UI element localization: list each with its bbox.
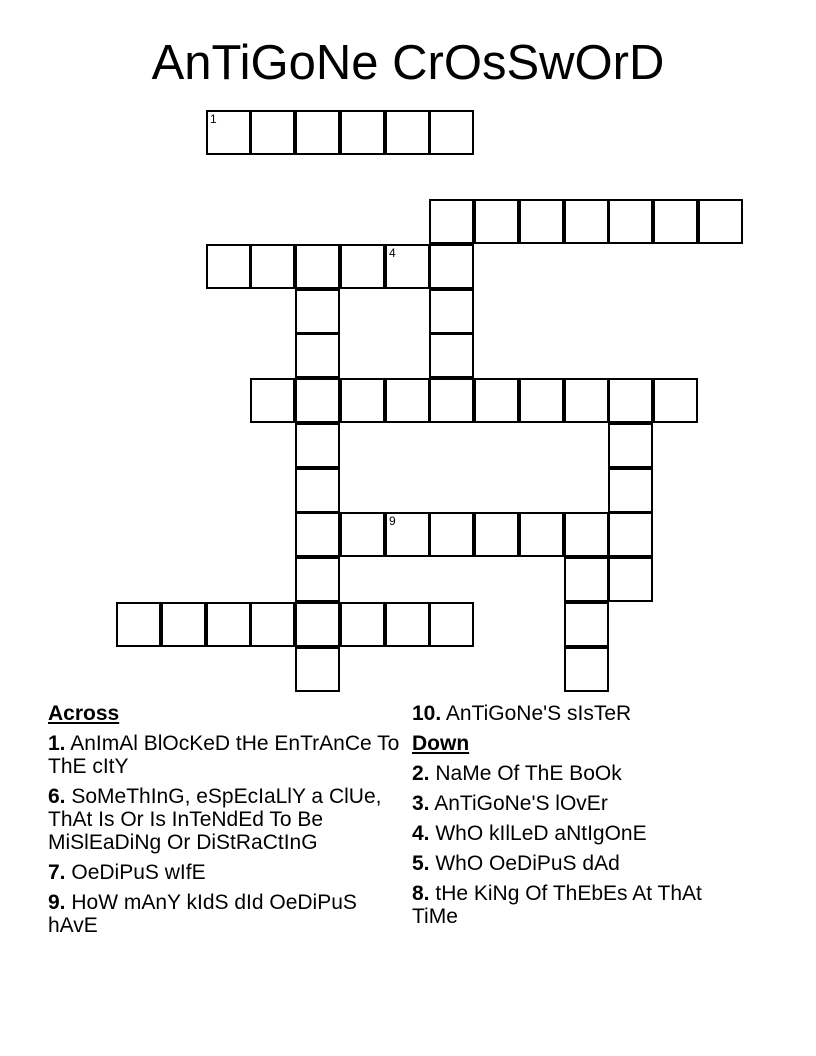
grid-cell[interactable] — [429, 378, 474, 423]
grid-cell[interactable] — [295, 647, 340, 692]
clue-number: 7. — [48, 861, 66, 884]
grid-cell[interactable] — [250, 378, 295, 423]
grid-cell[interactable] — [295, 244, 340, 289]
grid-cell[interactable] — [519, 378, 564, 423]
clue-text: SoMeThInG, eSpEcIaLlY a ClUe, ThAt Is Or Is InTeNdEd To Be MiSlEaDiNg Or DiStRaCtInG — [48, 785, 382, 854]
grid-cell[interactable] — [385, 378, 430, 423]
clue-number: 1. — [48, 732, 66, 755]
grid-cell[interactable] — [385, 244, 430, 289]
clue-number: 2. — [412, 762, 430, 785]
grid-cell[interactable] — [608, 199, 653, 244]
grid-cell[interactable] — [519, 512, 564, 557]
grid-cell[interactable] — [564, 199, 609, 244]
clue-across-7 — [48, 861, 408, 884]
grid-cell[interactable] — [295, 423, 340, 468]
grid-cell[interactable] — [564, 602, 609, 647]
clue-text: tHe KiNg Of ThEbEs At ThAt TiMe — [412, 882, 702, 928]
grid-cell[interactable] — [295, 602, 340, 647]
clue-text: WhO OeDiPuS dAd — [435, 852, 620, 875]
grid-cell[interactable] — [161, 602, 206, 647]
grid-cell[interactable] — [608, 557, 653, 602]
grid-cell[interactable] — [250, 110, 295, 155]
grid-cell[interactable] — [474, 512, 519, 557]
grid-cell[interactable] — [295, 557, 340, 602]
clue-text: WhO kIlLeD aNtIgOnE — [435, 822, 647, 845]
grid-cell[interactable] — [295, 378, 340, 423]
grid-cell[interactable] — [340, 602, 385, 647]
grid-cell[interactable] — [608, 512, 653, 557]
clues-column-right — [412, 702, 742, 935]
grid-cell[interactable] — [295, 110, 340, 155]
grid-cell[interactable] — [608, 378, 653, 423]
grid-cell[interactable] — [385, 110, 430, 155]
clue-number: 6. — [48, 785, 66, 808]
grid-cell[interactable] — [429, 333, 474, 378]
clue-text: NaMe Of ThE BoOk — [435, 762, 622, 785]
grid-cell[interactable] — [429, 602, 474, 647]
clue-down-8 — [412, 882, 742, 928]
clue-down-5 — [412, 852, 742, 875]
across-heading: Across — [48, 702, 120, 725]
clues-column-left — [48, 702, 408, 944]
page-title: AnTiGoNe CrOsSwOrD — [151, 36, 665, 90]
grid-cell[interactable] — [564, 647, 609, 692]
grid-cell[interactable] — [653, 378, 698, 423]
clue-down-3 — [412, 792, 742, 815]
grid-cell[interactable] — [116, 602, 161, 647]
grid-cell[interactable] — [564, 557, 609, 602]
clue-number: 3. — [412, 792, 430, 815]
grid-cell[interactable] — [250, 244, 295, 289]
grid-cell[interactable] — [519, 199, 564, 244]
grid-cell[interactable] — [429, 199, 474, 244]
grid-cell[interactable] — [474, 199, 519, 244]
clue-text: HoW mAnY kIdS dId OeDiPuS hAvE — [48, 891, 357, 937]
cell-number: 4 — [389, 246, 396, 260]
grid-cell[interactable] — [295, 512, 340, 557]
clue-across-10 — [412, 702, 742, 725]
grid-cell[interactable] — [608, 468, 653, 513]
grid-cell[interactable] — [429, 289, 474, 334]
grid-cell[interactable] — [295, 333, 340, 378]
grid-cell[interactable] — [250, 602, 295, 647]
grid-cell[interactable] — [429, 512, 474, 557]
clue-text: AnImAl BlOcKeD tHe EnTrAnCe To ThE cItY — [48, 732, 400, 778]
clue-text: AnTiGoNe'S sIsTeR — [445, 702, 632, 725]
clue-number: 5. — [412, 852, 430, 875]
grid-cell[interactable] — [564, 378, 609, 423]
grid-cell[interactable] — [385, 512, 430, 557]
grid-cell[interactable] — [206, 244, 251, 289]
cell-number: 1 — [210, 112, 217, 126]
clue-text: AnTiGoNe'S lOvEr — [434, 792, 608, 815]
grid-cell[interactable] — [564, 512, 609, 557]
grid-cell[interactable] — [295, 468, 340, 513]
grid-cell[interactable] — [340, 110, 385, 155]
clue-down-2 — [412, 762, 742, 785]
cell-number: 9 — [389, 514, 396, 528]
grid-cell[interactable] — [295, 289, 340, 334]
clue-down-4 — [412, 822, 742, 845]
clue-text: OeDiPuS wIfE — [71, 861, 206, 884]
grid-cell[interactable] — [206, 602, 251, 647]
clue-number: 8. — [412, 882, 430, 905]
clue-across-6 — [48, 785, 408, 854]
grid-cell[interactable] — [340, 378, 385, 423]
grid-cell[interactable] — [429, 244, 474, 289]
grid-cell[interactable] — [206, 110, 251, 155]
clue-number: 9. — [48, 891, 66, 914]
clue-across-1 — [48, 732, 408, 778]
clue-across-9 — [48, 891, 408, 937]
clue-number: 10. — [412, 702, 442, 725]
grid-cell[interactable] — [340, 244, 385, 289]
grid-cell[interactable] — [608, 423, 653, 468]
clue-number: 4. — [412, 822, 430, 845]
grid-cell[interactable] — [653, 199, 698, 244]
down-heading: Down — [412, 732, 470, 755]
grid-cell[interactable] — [474, 378, 519, 423]
grid-cell[interactable] — [429, 110, 474, 155]
grid-cell[interactable] — [385, 602, 430, 647]
grid-cell[interactable] — [340, 512, 385, 557]
grid-cell[interactable] — [698, 199, 743, 244]
